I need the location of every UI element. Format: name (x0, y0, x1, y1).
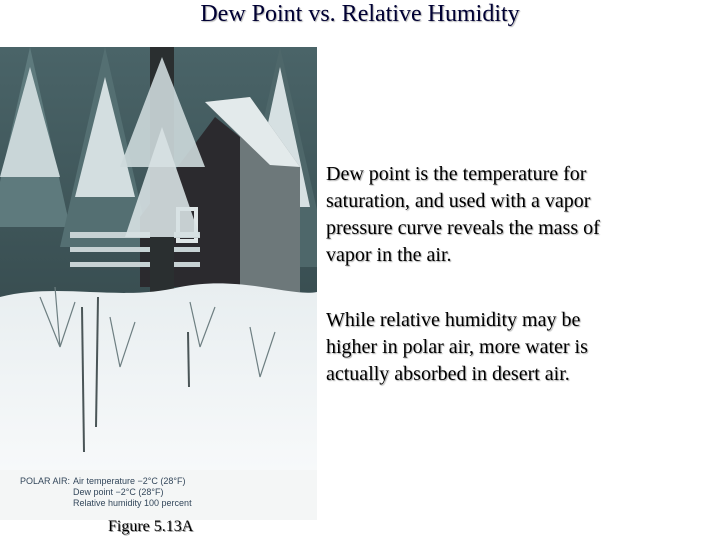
caption-relative-humidity: Relative humidity 100 percent (73, 498, 192, 508)
caption-air-temperature: Air temperature −2°C (28°F) (73, 476, 186, 486)
figure-label: Figure 5.13A (108, 518, 194, 535)
humidity-paragraph: While relative humidity may be higher in polar air, more water is actually absorbed in desert air. (326, 309, 588, 385)
caption-dew-point: Dew point −2°C (28°F) (73, 487, 164, 497)
caption-heading: POLAR AIR: (20, 476, 71, 486)
dew-point-paragraph: Dew point is the temperature for saturation, and used with a vapor pressure curve reveals the mass of vapor in the air. (326, 163, 600, 266)
slide-title: Dew Point vs. Relative Humidity (200, 1, 520, 27)
snowy-cabin-photo (0, 47, 317, 470)
caption-lines (73, 476, 192, 509)
